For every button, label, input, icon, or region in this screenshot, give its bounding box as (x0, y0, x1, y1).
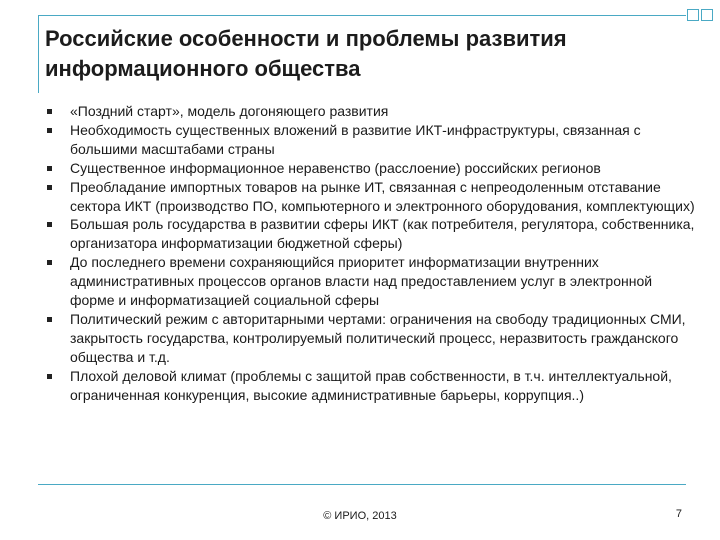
bullet-text: Существенное информационное неравенство (расслоение) российских регионов (70, 159, 601, 176)
slide-title: Российские особенности и проблемы развития информационного общества (45, 26, 567, 81)
corner-square-icon (687, 9, 699, 21)
bullet-text: Политический режим с авторитарными чертами: ограничения на свободу традиционных СМИ, закрытость государства, контролируемый политический процесс, неразвитость гражданского общества и т.д. (70, 310, 686, 365)
footer-copyright: © ИРИО, 2013 (323, 510, 397, 522)
bullet-text: Преобладание импортных товаров на рынке ИТ, связанная с непреодоленным отставание сектора ИКТ (производство ПО, компьютерного и электронного оборудования, комплектующих) (70, 178, 695, 214)
bullet-item (45, 310, 695, 367)
bullet-item (45, 178, 695, 216)
bullet-item (45, 121, 695, 159)
title-left-rule (38, 15, 39, 93)
bullet-item (45, 367, 695, 405)
square-bullet-icon (47, 374, 52, 379)
square-bullet-icon (47, 128, 52, 133)
bullet-text: Плохой деловой климат (проблемы с защитой прав собственности, в т.ч. интеллектуальной, ограниченная конкуренция, высокие административные барьеры, коррупция..) (70, 367, 672, 403)
corner-square-icon (701, 9, 713, 21)
title-top-rule (38, 15, 686, 16)
bullet-item (45, 215, 695, 253)
bullet-text: До последнего времени сохраняющийся приоритет информатизации внутренних административных процессов органов власти над предоставлением услуг в электронной форме и информатизацией социальной сферы (70, 254, 653, 309)
bullet-list (45, 102, 695, 405)
bullet-item (45, 159, 695, 178)
square-bullet-icon (47, 109, 52, 114)
square-bullet-icon (47, 317, 52, 322)
bullet-text: Большая роль государства в развитии сферы ИКТ (как потребителя, регулятора, собственника, организатора информатизации бюджетной сферы) (70, 216, 695, 252)
square-bullet-icon (47, 222, 52, 227)
page-number: 7 (675, 508, 682, 520)
square-bullet-icon (47, 185, 52, 190)
bullet-item (45, 102, 695, 121)
square-bullet-icon (47, 166, 52, 171)
square-bullet-icon (47, 260, 52, 265)
footer-rule (38, 484, 686, 485)
bullet-item (45, 253, 695, 310)
bullet-text: Необходимость существенных вложений в развитие ИКТ-инфраструктуры, связанная с большими масштабами страны (70, 121, 641, 157)
bullet-text: «Поздний старт», модель догоняющего развития (70, 103, 389, 119)
